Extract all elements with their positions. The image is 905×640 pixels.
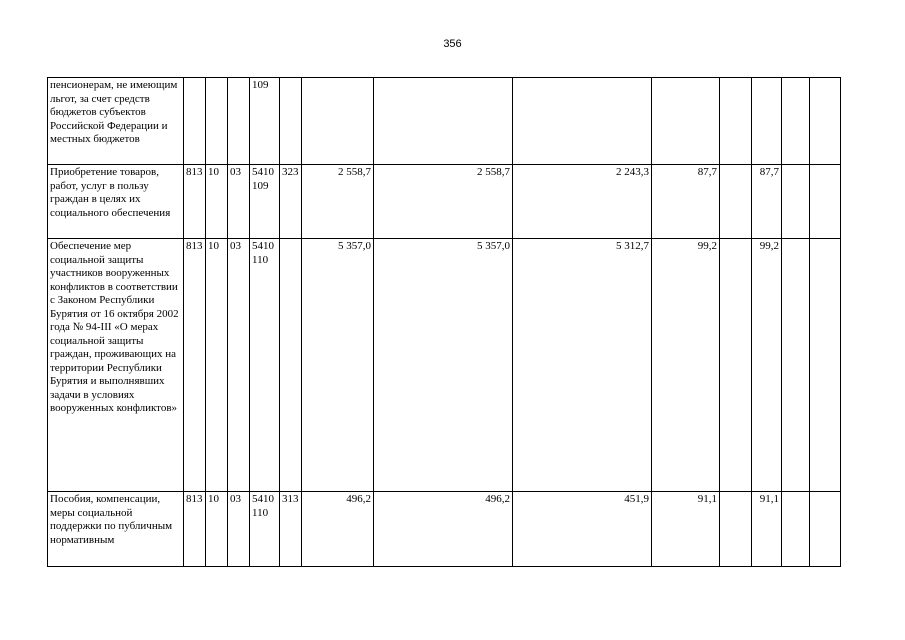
- empty-cell: [782, 239, 810, 492]
- percent-refined-cell: 87,7: [752, 165, 782, 239]
- plan-amount-cell: 2 558,7: [302, 165, 374, 239]
- empty-cell: [720, 239, 752, 492]
- section-code-cell: 10: [206, 492, 228, 567]
- refined-amount-cell: 5 357,0: [374, 239, 513, 492]
- percent-plan-cell: 91,1: [652, 492, 720, 567]
- empty-cell: [810, 239, 841, 492]
- empty-cell: [810, 492, 841, 567]
- row-name-cell: пенсионерам, не имеющим льгот, за счет средств бюджетов субъектов Российской Федерации и местных бюджетов: [48, 78, 184, 165]
- percent-plan-cell: 87,7: [652, 165, 720, 239]
- ministry-code-cell: [184, 78, 206, 165]
- empty-cell: [782, 78, 810, 165]
- page-number: 356: [443, 38, 462, 50]
- ministry-code-cell: 813: [184, 239, 206, 492]
- actual-amount-cell: 2 243,3: [513, 165, 652, 239]
- empty-cell: [720, 165, 752, 239]
- empty-cell: [810, 165, 841, 239]
- expense-type-cell: 323: [280, 165, 302, 239]
- expense-type-cell: 313: [280, 492, 302, 567]
- empty-cell: [782, 492, 810, 567]
- actual-amount-cell: 451,9: [513, 492, 652, 567]
- expense-type-cell: [280, 239, 302, 492]
- percent-refined-cell: 91,1: [752, 492, 782, 567]
- percent-refined-cell: 99,2: [752, 239, 782, 492]
- actual-amount-cell: [513, 78, 652, 165]
- table-row: [48, 165, 841, 239]
- ministry-code-cell: 813: [184, 165, 206, 239]
- actual-amount-cell: 5 312,7: [513, 239, 652, 492]
- ministry-code-cell: 813: [184, 492, 206, 567]
- refined-amount-cell: 496,2: [374, 492, 513, 567]
- budget-table: [47, 77, 841, 567]
- refined-amount-cell: [374, 78, 513, 165]
- expense-type-cell: [280, 78, 302, 165]
- target-code-cell: 5410 110: [250, 239, 280, 492]
- row-name-cell: Приобретение товаров, работ, услуг в пользу граждан в целях их социального обеспечения: [48, 165, 184, 239]
- table-row: [48, 492, 841, 567]
- target-code-cell: 5410 109: [250, 165, 280, 239]
- subsection-code-cell: 03: [228, 492, 250, 567]
- plan-amount-cell: 5 357,0: [302, 239, 374, 492]
- section-code-cell: 10: [206, 165, 228, 239]
- percent-refined-cell: [752, 78, 782, 165]
- refined-amount-cell: 2 558,7: [374, 165, 513, 239]
- empty-cell: [720, 78, 752, 165]
- percent-plan-cell: 99,2: [652, 239, 720, 492]
- subsection-code-cell: 03: [228, 165, 250, 239]
- target-code-cell: 5410 110: [250, 492, 280, 567]
- row-name-cell: Пособия, компенсации, меры социальной поддержки по публичным нормативным: [48, 492, 184, 567]
- plan-amount-cell: [302, 78, 374, 165]
- target-code-cell: 109: [250, 78, 280, 165]
- percent-plan-cell: [652, 78, 720, 165]
- empty-cell: [810, 78, 841, 165]
- subsection-code-cell: [228, 78, 250, 165]
- empty-cell: [720, 492, 752, 567]
- table-row: [48, 239, 841, 492]
- plan-amount-cell: 496,2: [302, 492, 374, 567]
- section-code-cell: [206, 78, 228, 165]
- subsection-code-cell: 03: [228, 239, 250, 492]
- row-name-cell: Обеспечение мер социальной защиты участников вооруженных конфликтов в соответствии с Законом Республики Бурятия от 16 октября 2002 года № 94-III «О мерах социальной защиты граждан, проживающих на территории Республики Бурятия и выполнявших задачи в условиях вооруженных конфликтов»: [48, 239, 184, 492]
- table-row: [48, 78, 841, 165]
- empty-cell: [782, 165, 810, 239]
- section-code-cell: 10: [206, 239, 228, 492]
